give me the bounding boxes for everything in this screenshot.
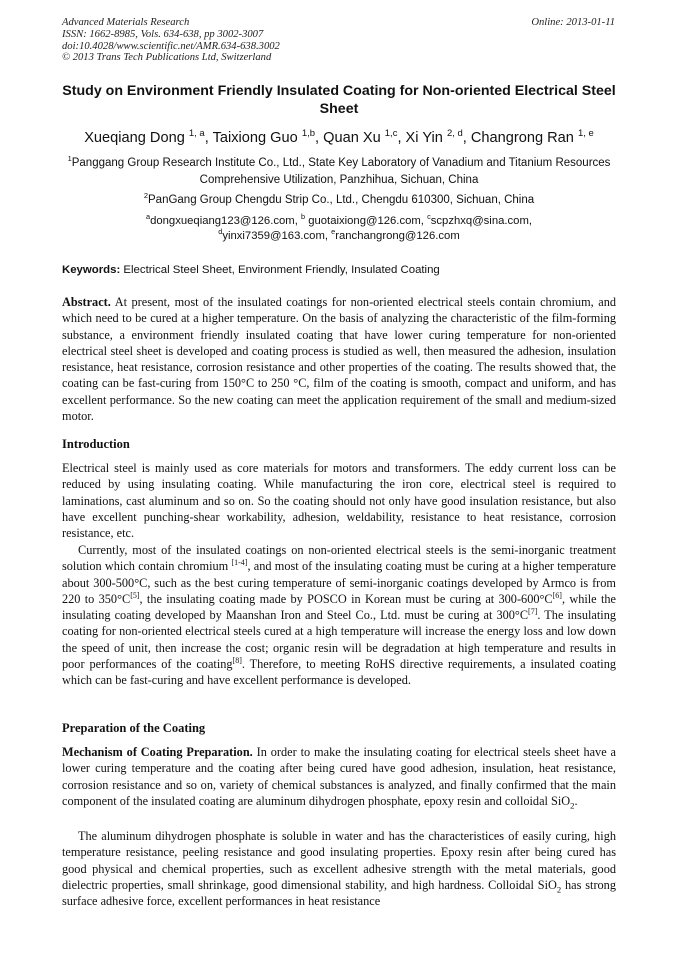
paragraph-text: , and most of the insulating coating must be curing at a higher temperature about 300-500°C, such as the best curing temperature of semi-inorganic coatings developed by Armco is from 220 to 350°C: [62, 559, 616, 606]
author-name: Xueqiang Dong: [84, 130, 185, 146]
paragraph-text: . The insulating coating for non-oriented electrical steels cured at a high temperature will increase the energy loss and low down the speed of unit, then increase the cost; organic resin will be degradation at high temperature and results in poor performances of the coating: [62, 608, 616, 672]
subscript: 2: [570, 800, 575, 811]
affiliation-text: PanGang Group Chengdu Strip Co., Ltd., Chengdu 610300, Sichuan, China: [148, 194, 535, 206]
author-affiliation-mark: 1, a: [188, 128, 205, 140]
paragraph-text: , while the insulating coating developed by Maanshan Iron and Steel Co., Ltd. must be curing at 300°C: [62, 591, 616, 623]
email-mark: a: [145, 212, 151, 222]
subscript: 2: [556, 884, 562, 895]
author-list: Xueqiang Dong $^{1, a}$, Taixiong Guo $^{1,b}$, Quan Xu $^{1,c}$, Xi Yin $^{2, d}$, Changrong Ran $^{1, e}$: [84, 128, 594, 146]
section-heading-preparation: Preparation of the Coating: [62, 721, 206, 735]
journal-name: Advanced Materials Research: [62, 17, 190, 28]
affiliation-1: [62, 155, 616, 189]
paragraph-text: The aluminum dihydrogen phosphate is soluble in water and has the characteristices of easily curing, high temperature resistance, peeling resistance and good insulating properties. Epoxy resin after being cured has good physical and chemical properties, such as excellent adhesive strength with the metal materials, good dielectric properties, small shrinkage, good dimensional stability, and high hardness. Colloidal SiO: [62, 829, 616, 892]
copyright-line: © 2013 Trans Tech Publications Ltd, Switzerland: [62, 52, 272, 64]
author-name: Taixiong Guo: [212, 130, 298, 146]
introduction-paragraph-2: [62, 542, 616, 689]
author-affiliation-mark: 1,b: [301, 128, 315, 140]
abstract: [62, 294, 616, 424]
email-address[interactable]: dongxueqiang123@126.com,: [150, 215, 298, 227]
email-mark: d: [218, 227, 223, 237]
affiliation-text: Panggang Group Research Institute Co., Ltd., State Key Laboratory of Vanadium and Titanium Resources Comprehensive Utilization, Panzhihua, Sichuan, China: [71, 157, 611, 186]
paragraph-text: Currently, most of the insulated coatings on non-oriented electrical steels is the semi-inorganic treatment solution which contain chromium: [62, 543, 616, 574]
affiliation-2: [62, 192, 616, 209]
doi-line: doi:10.4028/www.scientific.net/AMR.634-638.3002: [62, 40, 280, 52]
preparation-paragraph-1: [62, 744, 616, 809]
citation[interactable]: [6]: [552, 590, 562, 600]
abstract-label: Abstract.: [62, 295, 111, 309]
email-address[interactable]: yinxi7359@163.com,: [222, 230, 328, 242]
issn-line: ISSN: 1662-8985, Vols. 634-638, pp 3002-3007: [62, 28, 264, 40]
email-mark: e: [331, 227, 336, 237]
email-address[interactable]: guotaixiong@126.com,: [308, 215, 424, 227]
keywords: [62, 264, 616, 276]
paragraph-text: In order to make the insulating coating for electrical steels sheet have a lower curing temperature and the coating after being cured have good adhesion, insulation, heat resistance, corrosion resistance and so on, variety of chemical substances is analyzed, and finally confirmed that the main component of the insulated coating are aluminum dihydrogen phosphate, epoxy resin and colloidal SiO: [62, 745, 617, 808]
keywords-text: Electrical Steel Sheet, Environment Friendly, Insulated Coating: [123, 264, 440, 276]
author-affiliation-mark: 1, e: [577, 128, 594, 140]
online-date: Online: 2013-01-11: [531, 17, 615, 28]
paper-title: Study on Environment Friendly Insulated Coating for Non-oriented Electrical Steel Sheet: [62, 83, 616, 117]
section-heading-introduction: Introduction: [62, 437, 130, 451]
affiliation-mark: 2: [143, 191, 148, 201]
citation[interactable]: [5]: [130, 590, 140, 600]
citation[interactable]: [8]: [232, 655, 242, 665]
author-name: Changrong Ran: [470, 130, 574, 146]
journal-header: [62, 17, 280, 64]
preparation-paragraph-2: [62, 828, 616, 909]
paragraph-text: . Therefore, to meeting RoHS directive requirements, a insulated coating which can be fast-curing and have excellent performance is developed.: [62, 657, 616, 688]
author-affiliation-mark: 1,c: [384, 128, 398, 140]
email-mark: b: [300, 212, 306, 222]
email-mark: c: [427, 212, 431, 222]
email-address[interactable]: ranchangrong@126.com: [335, 230, 460, 242]
paragraph-text: , the insulating coating made by POSCO in Korean must be curing at 300-600°C: [139, 591, 553, 606]
citation[interactable]: [7]: [528, 607, 538, 617]
affiliation-mark: 1: [67, 154, 72, 164]
paragraph-text: has strong surface adhesive force, excellent performances in heat resistance: [62, 877, 616, 909]
abstract-text: At present, most of the insulated coatings for non-oriented electrical steels contain chromium, and which need to be cured at a higher temperature. On the basis of analyzing the characteristic of the film-forming substance, a environment friendly insulated coating that have lower curing temperature for non-oriented electrical steel sheet is developed and coating process is studied as well, then measured the adhesion, insulation resistance, heat resistance, corrosion resistance and other properties of the coating. The results showed that, the coating can be fast-curing from 150°C to 250 °C, film of the coating is smooth, compact and uniform, and has excellent performance. So the new coating can meet the application requirement of the small and medium-sized motor.: [62, 295, 616, 424]
citation[interactable]: [1-4]: [231, 558, 248, 568]
paragraph-text: .: [574, 793, 578, 808]
author-name: Xi Yin: [405, 130, 443, 146]
author-emails: [62, 214, 616, 244]
author-name: Quan Xu: [323, 130, 381, 146]
introduction-paragraph-1: Electrical steel is mainly used as core materials for motors and transformers. The eddy current loss can be reduced by using insulating coating. While manufacturing the iron core, electrical steel is required to laminations, cast aluminum and so on. So the coating should not only have good insulation resistance, but also have excellent punching-shear workability, adhesion, weldability, resistance to heat resistance, corrosion resistance, etc.: [62, 461, 616, 541]
email-address[interactable]: scpzhxq@sina.com,: [430, 215, 533, 227]
subsection-label: Mechanism of Coating Preparation.: [62, 745, 253, 759]
author-affiliation-mark: 2, d: [446, 128, 463, 140]
keywords-label: Keywords:: [62, 264, 121, 276]
